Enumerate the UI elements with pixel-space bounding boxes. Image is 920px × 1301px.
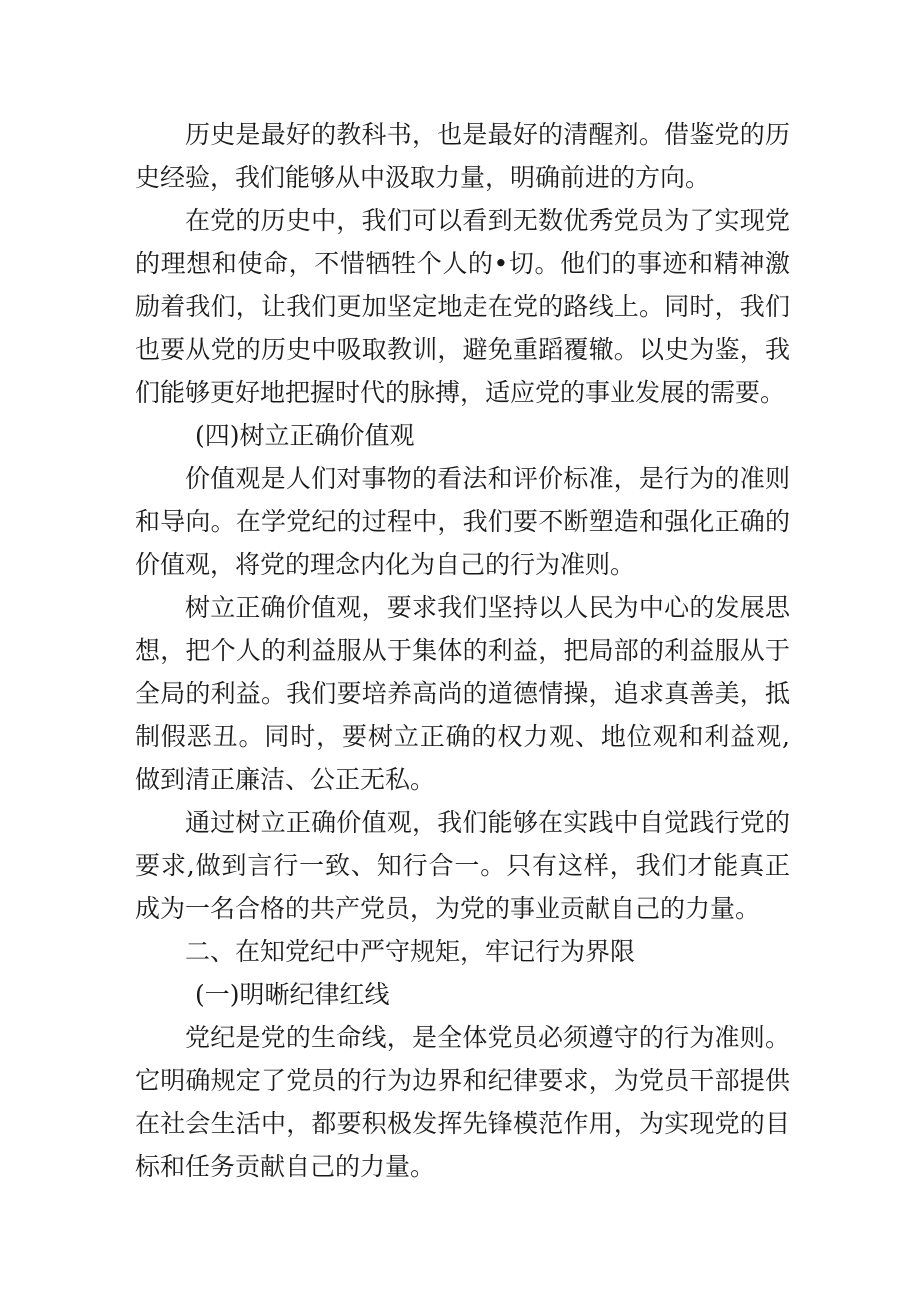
paragraph-party-history: 在党的历史中，我们可以看到无数优秀党员为了实现党的理想和使命，不惜牺牲个人的•切。他们的事迹和精神激励着我们，让我们更加坚定地走在党的路线上。同时，我们也要从党的历史中吸取教训，避免重蹈覆辙。以史为鉴，我们能够更好地把握时代的脉搏，适应党的事业发展的需要。 [135, 206, 790, 407]
document-body [135, 113, 790, 1188]
paragraph-practice-values: 通过树立正确价值观，我们能够在实践中自觉践行党的要求,做到言行一致、知行合一。只有这样，我们才能真正成为一名合格的共产党员，为党的事业贡献自己的力量。 [135, 808, 790, 923]
paragraph-values-definition: 价值观是人们对事物的看法和评价标准，是行为的准则和导向。在学党纪的过程中，我们要不断塑造和强化正确的价值观，将党的理念内化为自己的行为准则。 [135, 464, 790, 579]
chapter-heading-discipline: 二、在知党纪中严守规矩，牢记行为界限 [185, 937, 636, 966]
paragraph-party-discipline: 党纪是党的生命线，是全体党员必须遵守的行为准则。它明确规定了党员的行为边界和纪律要求，为党员干部提供在社会生活中，都要积极发挥先锋模范作用，为实现党的目标和任务贡献自己的力量。 [135, 1023, 790, 1181]
paragraph-establish-values: 树立正确价值观，要求我们坚持以人民为中心的发展思想，把个人的利益服从于集体的利益，把局部的利益服从于全局的利益。我们要培养高尚的道德情操，追求真善美，抵制假恶丑。同时，要树立正确的权力观、地位观和利益观,做到清正廉洁、公正无私。 [135, 593, 790, 794]
paragraph-history-lessons: 历史是最好的教科书，也是最好的清醒剂。借鉴党的历史经验，我们能够从中汲取力量，明确前进的方向。 [135, 120, 790, 192]
section-heading-red-line: (一)明晰纪律红线 [195, 980, 390, 1009]
section-heading-values: (四)树立正确价值观 [195, 421, 415, 450]
